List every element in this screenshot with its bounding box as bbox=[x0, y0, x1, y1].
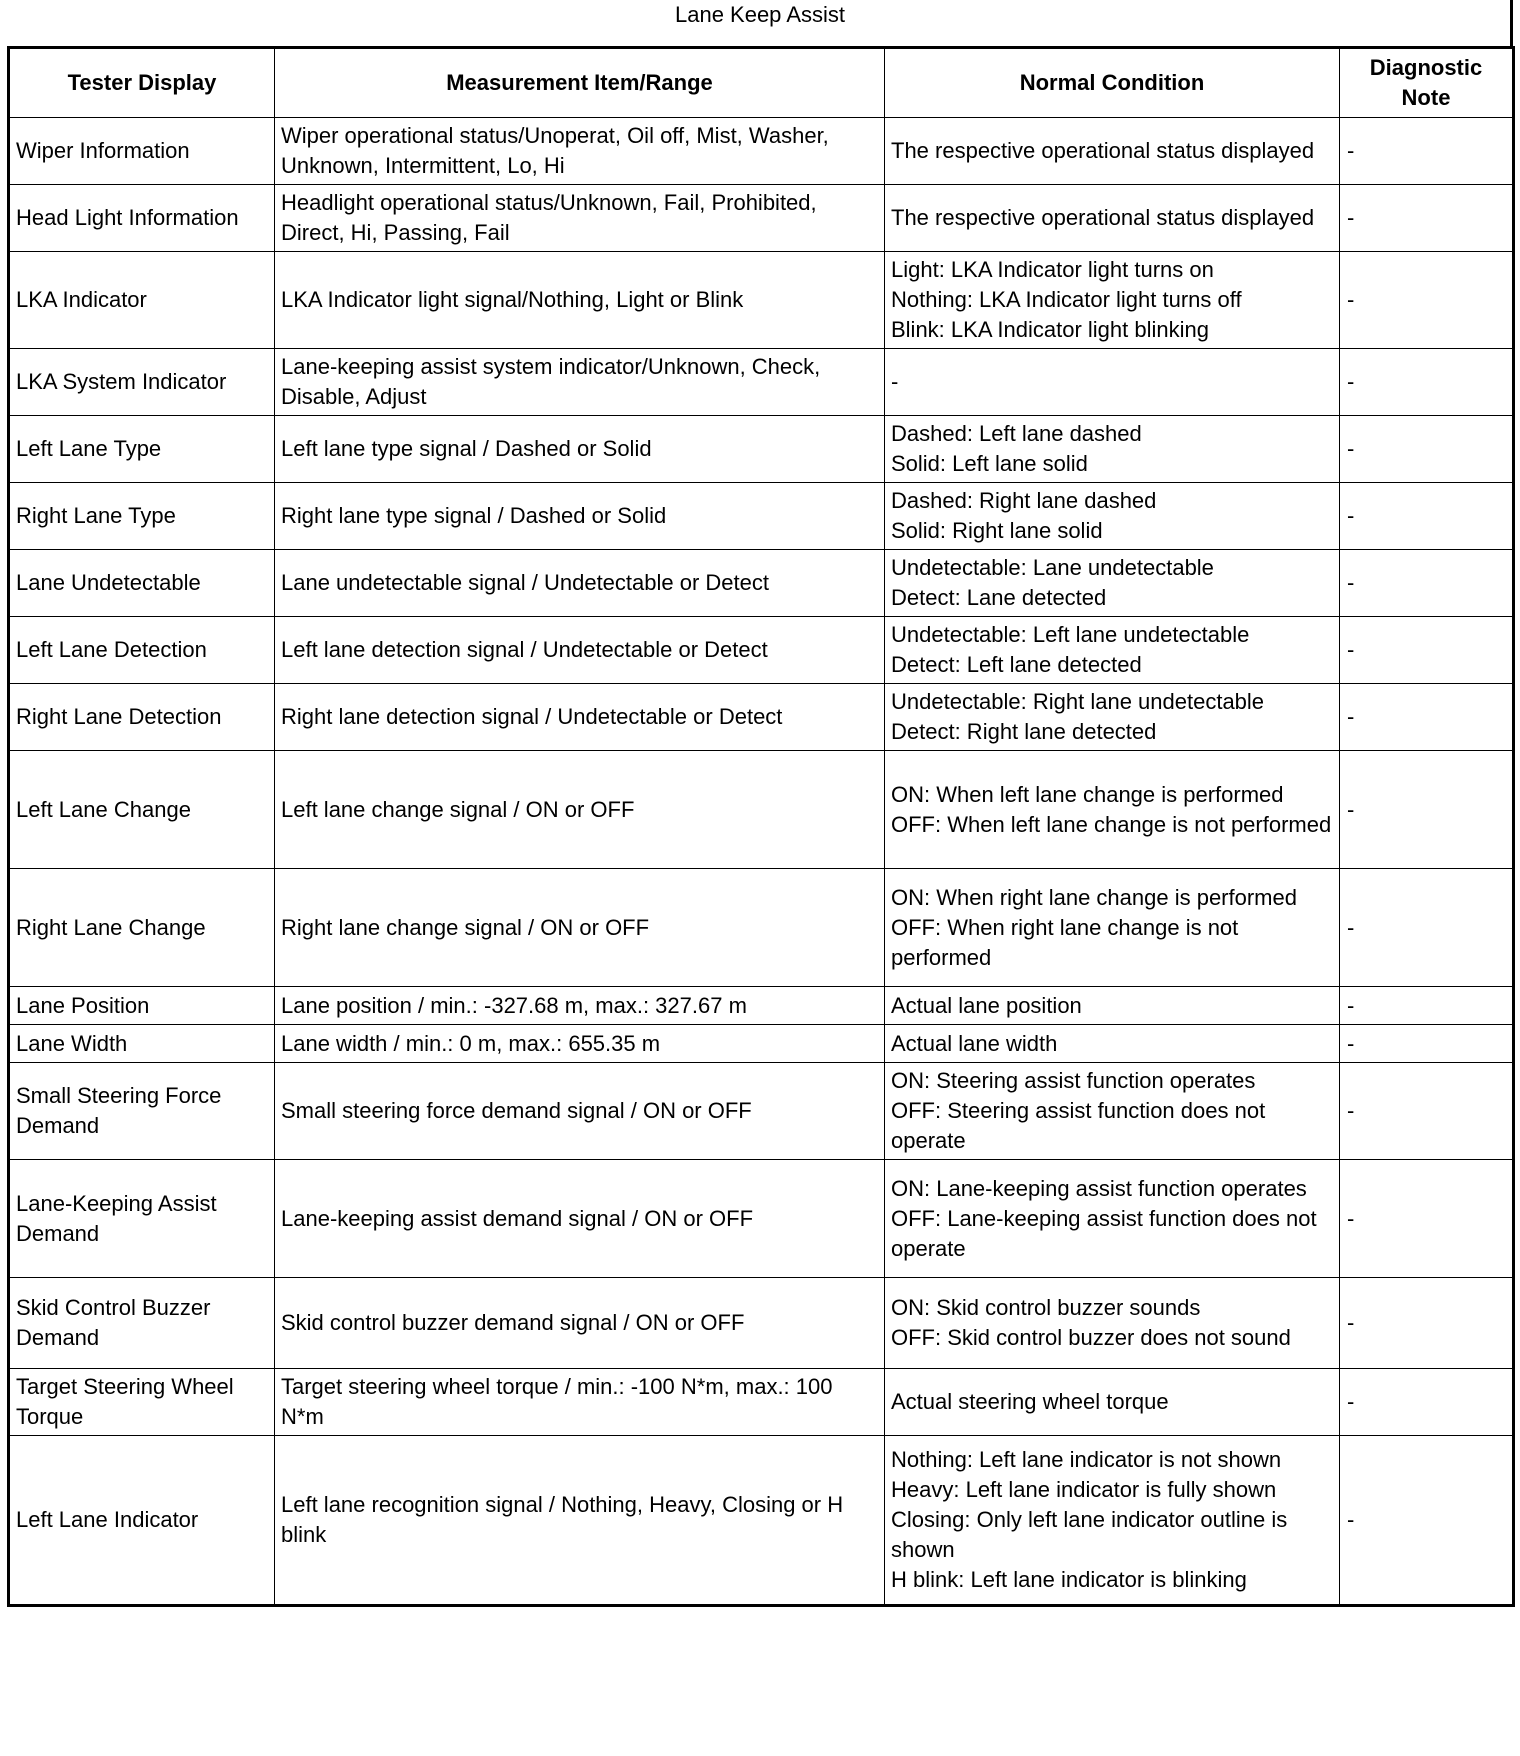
table-row bbox=[9, 1278, 1514, 1369]
cell-measurement-item: Target steering wheel torque / min.: -100 N*m, max.: 100 N*m bbox=[275, 1369, 885, 1436]
cell-normal-condition: Dashed: Left lane dashed Solid: Left lane solid bbox=[885, 416, 1340, 483]
cell-measurement-item: Lane width / min.: 0 m, max.: 655.35 m bbox=[275, 1025, 885, 1063]
cell-tester-display: Target Steering Wheel Torque bbox=[9, 1369, 275, 1436]
cell-measurement-item: Left lane type signal / Dashed or Solid bbox=[275, 416, 885, 483]
table-row bbox=[9, 349, 1514, 416]
table-row bbox=[9, 1369, 1514, 1436]
cell-tester-display: Head Light Information bbox=[9, 185, 275, 252]
table-row bbox=[9, 1025, 1514, 1063]
cell-tester-display: Left Lane Type bbox=[9, 416, 275, 483]
cell-diagnostic-note: - bbox=[1340, 349, 1514, 416]
cell-normal-condition: Actual lane width bbox=[885, 1025, 1340, 1063]
table-row bbox=[9, 617, 1514, 684]
cell-tester-display: Skid Control Buzzer Demand bbox=[9, 1278, 275, 1369]
cell-diagnostic-note: - bbox=[1340, 483, 1514, 550]
cell-measurement-item: Left lane detection signal / Undetectable or Detect bbox=[275, 617, 885, 684]
cell-tester-display: Right Lane Change bbox=[9, 869, 275, 987]
header-normal-condition: Normal Condition bbox=[885, 48, 1340, 118]
cell-diagnostic-note: - bbox=[1340, 1436, 1514, 1606]
cell-measurement-item: Wiper operational status/Unoperat, Oil off, Mist, Washer, Unknown, Intermittent, Lo, Hi bbox=[275, 118, 885, 185]
table-row bbox=[9, 252, 1514, 349]
data-monitor-table bbox=[7, 46, 1515, 1607]
cell-tester-display: Left Lane Indicator bbox=[9, 1436, 275, 1606]
cell-diagnostic-note: - bbox=[1340, 416, 1514, 483]
cell-normal-condition: ON: When left lane change is performed OFF: When left lane change is not performed bbox=[885, 751, 1340, 869]
cell-tester-display: Wiper Information bbox=[9, 118, 275, 185]
cell-diagnostic-note: - bbox=[1340, 987, 1514, 1025]
cell-tester-display: Small Steering Force Demand bbox=[9, 1063, 275, 1160]
cell-tester-display: LKA Indicator bbox=[9, 252, 275, 349]
cell-measurement-item: Right lane type signal / Dashed or Solid bbox=[275, 483, 885, 550]
cell-diagnostic-note: - bbox=[1340, 684, 1514, 751]
cell-diagnostic-note: - bbox=[1340, 252, 1514, 349]
cell-diagnostic-note: - bbox=[1340, 185, 1514, 252]
cell-tester-display: Right Lane Detection bbox=[9, 684, 275, 751]
cell-normal-condition: The respective operational status displayed bbox=[885, 118, 1340, 185]
cell-normal-condition: Undetectable: Right lane undetectable Detect: Right lane detected bbox=[885, 684, 1340, 751]
cell-normal-condition: Nothing: Left lane indicator is not shown Heavy: Left lane indicator is fully shown Closing: Only left lane indicator outline is shown H blink: Left lane indicator is blinking bbox=[885, 1436, 1340, 1606]
cell-measurement-item: Lane-keeping assist system indicator/Unknown, Check, Disable, Adjust bbox=[275, 349, 885, 416]
cell-normal-condition: Undetectable: Left lane undetectable Detect: Left lane detected bbox=[885, 617, 1340, 684]
table-row bbox=[9, 550, 1514, 617]
table-row bbox=[9, 869, 1514, 987]
cell-tester-display: Lane Undetectable bbox=[9, 550, 275, 617]
cell-measurement-item: Left lane recognition signal / Nothing, Heavy, Closing or H blink bbox=[275, 1436, 885, 1606]
table-row bbox=[9, 1160, 1514, 1278]
cell-measurement-item: Right lane change signal / ON or OFF bbox=[275, 869, 885, 987]
header-diagnostic-note: Diagnostic Note bbox=[1340, 48, 1514, 118]
table-row bbox=[9, 1436, 1514, 1606]
cell-normal-condition: Dashed: Right lane dashed Solid: Right lane solid bbox=[885, 483, 1340, 550]
cell-diagnostic-note: - bbox=[1340, 118, 1514, 185]
cell-measurement-item: Lane undetectable signal / Undetectable or Detect bbox=[275, 550, 885, 617]
cell-diagnostic-note: - bbox=[1340, 751, 1514, 869]
cell-measurement-item: Left lane change signal / ON or OFF bbox=[275, 751, 885, 869]
table-body bbox=[9, 118, 1514, 1606]
cell-diagnostic-note: - bbox=[1340, 1160, 1514, 1278]
cell-tester-display: Right Lane Type bbox=[9, 483, 275, 550]
cell-measurement-item: Right lane detection signal / Undetectable or Detect bbox=[275, 684, 885, 751]
cell-diagnostic-note: - bbox=[1340, 550, 1514, 617]
cell-normal-condition: The respective operational status displayed bbox=[885, 185, 1340, 252]
page-title: Lane Keep Assist bbox=[674, 2, 845, 27]
cell-normal-condition: - bbox=[885, 349, 1340, 416]
cell-normal-condition: Actual lane position bbox=[885, 987, 1340, 1025]
cell-measurement-item: LKA Indicator light signal/Nothing, Light or Blink bbox=[275, 252, 885, 349]
cell-diagnostic-note: - bbox=[1340, 1025, 1514, 1063]
cell-normal-condition: ON: Steering assist function operates OFF: Steering assist function does not operate bbox=[885, 1063, 1340, 1160]
cell-normal-condition: Undetectable: Lane undetectable Detect: Lane detected bbox=[885, 550, 1340, 617]
table-row bbox=[9, 1063, 1514, 1160]
table-row bbox=[9, 751, 1514, 869]
cell-diagnostic-note: - bbox=[1340, 617, 1514, 684]
header-tester-display: Tester Display bbox=[9, 48, 275, 118]
page-edge-rule bbox=[1510, 0, 1513, 46]
table-row bbox=[9, 684, 1514, 751]
cell-normal-condition: ON: Lane-keeping assist function operates OFF: Lane-keeping assist function does not operate bbox=[885, 1160, 1340, 1278]
cell-normal-condition: ON: When right lane change is performed OFF: When right lane change is not performed bbox=[885, 869, 1340, 987]
cell-normal-condition: Light: LKA Indicator light turns on Nothing: LKA Indicator light turns off Blink: LKA Indicator light blinking bbox=[885, 252, 1340, 349]
cell-tester-display: Lane-Keeping Assist Demand bbox=[9, 1160, 275, 1278]
cell-measurement-item: Small steering force demand signal / ON or OFF bbox=[275, 1063, 885, 1160]
cell-measurement-item: Skid control buzzer demand signal / ON or OFF bbox=[275, 1278, 885, 1369]
cell-tester-display: Lane Position bbox=[9, 987, 275, 1025]
cell-tester-display: Left Lane Detection bbox=[9, 617, 275, 684]
cell-tester-display: LKA System Indicator bbox=[9, 349, 275, 416]
cell-diagnostic-note: - bbox=[1340, 1369, 1514, 1436]
table-row bbox=[9, 483, 1514, 550]
cell-diagnostic-note: - bbox=[1340, 1278, 1514, 1369]
cell-measurement-item: Lane position / min.: -327.68 m, max.: 327.67 m bbox=[275, 987, 885, 1025]
cell-measurement-item: Lane-keeping assist demand signal / ON or OFF bbox=[275, 1160, 885, 1278]
cell-normal-condition: ON: Skid control buzzer sounds OFF: Skid control buzzer does not sound bbox=[885, 1278, 1340, 1369]
table-row bbox=[9, 118, 1514, 185]
cell-tester-display: Left Lane Change bbox=[9, 751, 275, 869]
table-header-row bbox=[9, 48, 1514, 118]
cell-diagnostic-note: - bbox=[1340, 869, 1514, 987]
table-row bbox=[9, 987, 1514, 1025]
cell-diagnostic-note: - bbox=[1340, 1063, 1514, 1160]
table-row bbox=[9, 416, 1514, 483]
table-row bbox=[9, 185, 1514, 252]
cell-tester-display: Lane Width bbox=[9, 1025, 275, 1063]
cell-measurement-item: Headlight operational status/Unknown, Fail, Prohibited, Direct, Hi, Passing, Fail bbox=[275, 185, 885, 252]
header-measurement-item: Measurement Item/Range bbox=[275, 48, 885, 118]
cell-normal-condition: Actual steering wheel torque bbox=[885, 1369, 1340, 1436]
